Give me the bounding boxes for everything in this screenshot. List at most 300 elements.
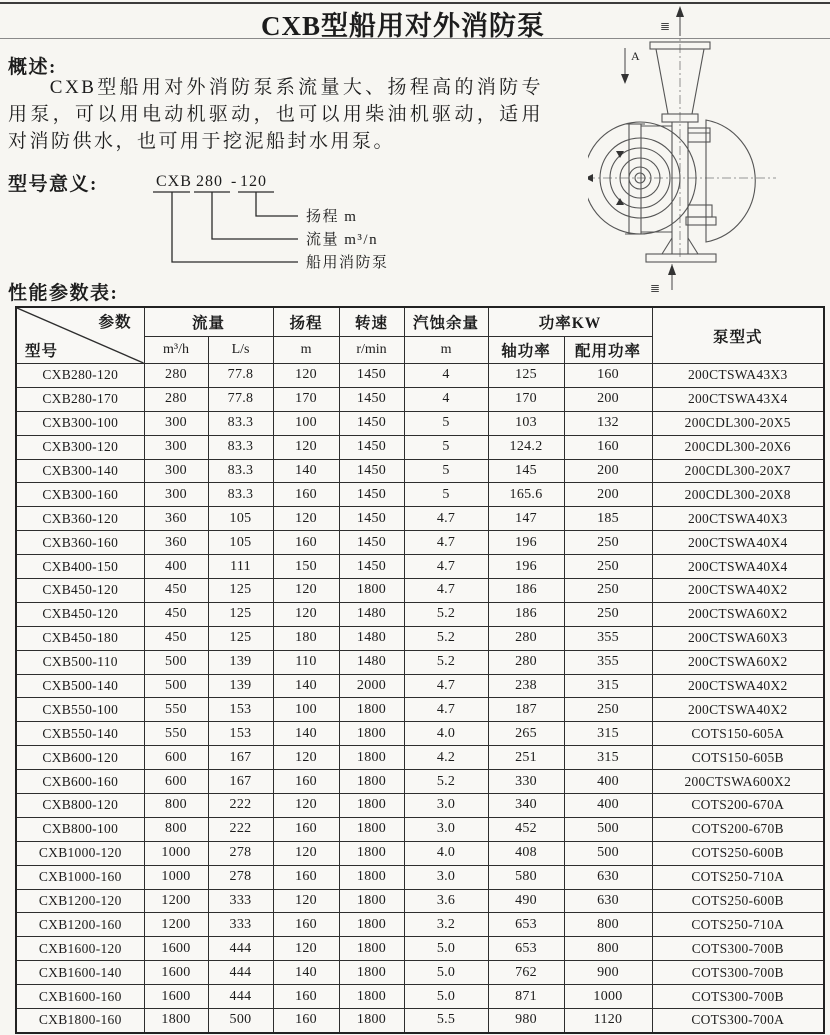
value-cell: 280 — [144, 364, 208, 388]
value-cell: 147 — [488, 507, 564, 531]
model-code-dash: - — [231, 173, 238, 190]
flow-unit-ls: L/s — [208, 337, 273, 364]
value-cell: 1120 — [564, 1009, 652, 1033]
value-cell: 160 — [273, 913, 339, 937]
value-cell: 278 — [208, 865, 273, 889]
value-cell: 160 — [273, 817, 339, 841]
value-cell: 450 — [144, 626, 208, 650]
table-row — [16, 650, 824, 674]
value-cell: 100 — [273, 698, 339, 722]
value-cell: 1450 — [339, 555, 404, 579]
value-cell: 1800 — [339, 794, 404, 818]
flow-arrow-bottom — [616, 198, 624, 205]
value-cell: 196 — [488, 531, 564, 555]
value-cell: 139 — [208, 650, 273, 674]
value-cell: 500 — [144, 650, 208, 674]
value-cell: 83.3 — [208, 411, 273, 435]
performance-table — [15, 306, 825, 1034]
value-cell: 400 — [564, 794, 652, 818]
pump-type-cell: 200CTSWA40X2 — [652, 579, 824, 603]
value-cell: 2000 — [339, 674, 404, 698]
table-row — [16, 507, 824, 531]
value-cell: 550 — [144, 698, 208, 722]
pump-type-cell: COTS150-605B — [652, 746, 824, 770]
model-cell: CXB600-120 — [16, 746, 144, 770]
value-cell: 140 — [273, 961, 339, 985]
model-cell: CXB300-140 — [16, 459, 144, 483]
model-cell: CXB450-180 — [16, 626, 144, 650]
model-cell: CXB450-120 — [16, 579, 144, 603]
value-cell: 3.0 — [404, 794, 488, 818]
value-cell: 125 — [208, 579, 273, 603]
top-port-mark: ≣ — [660, 19, 671, 33]
pump-type-cell: COTS250-710A — [652, 865, 824, 889]
table-row — [16, 985, 824, 1009]
value-cell: 4.7 — [404, 531, 488, 555]
value-cell: 1800 — [339, 746, 404, 770]
value-cell: 1800 — [339, 937, 404, 961]
model-cell: CXB300-160 — [16, 483, 144, 507]
value-cell: 330 — [488, 770, 564, 794]
value-cell: 1450 — [339, 435, 404, 459]
value-cell: 125 — [488, 364, 564, 388]
performance-table-heading: 性能参数表: — [8, 283, 119, 304]
table-row — [16, 889, 824, 913]
value-cell: 1800 — [144, 1009, 208, 1033]
model-cell: CXB1200-160 — [16, 913, 144, 937]
value-cell: 1800 — [339, 841, 404, 865]
value-cell: 300 — [144, 483, 208, 507]
value-cell: 1450 — [339, 459, 404, 483]
value-cell: 251 — [488, 746, 564, 770]
value-cell: 120 — [273, 937, 339, 961]
value-cell: 400 — [564, 770, 652, 794]
model-cell: CXB300-100 — [16, 411, 144, 435]
value-cell: 77.8 — [208, 364, 273, 388]
pump-type-cell: COTS250-600B — [652, 841, 824, 865]
pump-technical-drawing — [588, 2, 828, 294]
rated-power-header: 配用功率 — [564, 337, 652, 364]
value-cell: 150 — [273, 555, 339, 579]
value-cell: 1800 — [339, 913, 404, 937]
value-cell: 4.7 — [404, 507, 488, 531]
value-cell: 5.0 — [404, 985, 488, 1009]
value-cell: 280 — [488, 650, 564, 674]
value-cell: 200 — [564, 459, 652, 483]
pump-type-cell: COTS250-710A — [652, 913, 824, 937]
table-row — [16, 937, 824, 961]
value-cell: 250 — [564, 555, 652, 579]
value-cell: 160 — [273, 483, 339, 507]
value-cell: 600 — [144, 770, 208, 794]
value-cell: 83.3 — [208, 483, 273, 507]
value-cell: 4.7 — [404, 698, 488, 722]
table-row — [16, 364, 824, 388]
value-cell: 315 — [564, 746, 652, 770]
value-cell: 222 — [208, 794, 273, 818]
table-body — [16, 364, 824, 1033]
value-cell: 1800 — [339, 985, 404, 1009]
value-cell: 160 — [564, 364, 652, 388]
flow-header: 流量 — [144, 307, 273, 337]
value-cell: 238 — [488, 674, 564, 698]
value-cell: 500 — [564, 841, 652, 865]
value-cell: 222 — [208, 817, 273, 841]
pump-type-cell: COTS300-700B — [652, 985, 824, 1009]
value-cell: 333 — [208, 889, 273, 913]
value-cell: 5 — [404, 483, 488, 507]
pump-type-cell: 200CTSWA40X3 — [652, 507, 824, 531]
model-cell: CXB1600-140 — [16, 961, 144, 985]
value-cell: 250 — [564, 531, 652, 555]
value-cell: 170 — [273, 387, 339, 411]
value-cell: 580 — [488, 865, 564, 889]
value-cell: 4.7 — [404, 555, 488, 579]
pump-type-cell: 200CTSWA60X2 — [652, 650, 824, 674]
value-cell: 980 — [488, 1009, 564, 1033]
upper-port — [688, 128, 710, 142]
pump-type-cell: 200CDL300-20X7 — [652, 459, 824, 483]
model-cell: CXB400-150 — [16, 555, 144, 579]
model-cell: CXB1200-120 — [16, 889, 144, 913]
pump-type-cell: 200CDL300-20X8 — [652, 483, 824, 507]
table-row — [16, 746, 824, 770]
value-cell: 83.3 — [208, 459, 273, 483]
value-cell: 186 — [488, 602, 564, 626]
outlet-arrow-head — [676, 6, 684, 17]
value-cell: 120 — [273, 579, 339, 603]
corner-model-label: 型号 — [25, 343, 59, 360]
value-cell: 120 — [273, 889, 339, 913]
value-cell: 140 — [273, 459, 339, 483]
value-cell: 1200 — [144, 889, 208, 913]
value-cell: 600 — [144, 746, 208, 770]
pump-type-cell: 200CDL300-20X6 — [652, 435, 824, 459]
table-row — [16, 459, 824, 483]
table-row — [16, 483, 824, 507]
page-title: CXB型船用对外消防泵 — [260, 11, 545, 41]
pump-type-cell: COTS200-670B — [652, 817, 824, 841]
value-cell: 1600 — [144, 937, 208, 961]
table-row — [16, 674, 824, 698]
value-cell: 408 — [488, 841, 564, 865]
pump-type-cell: 200CTSWA60X3 — [652, 626, 824, 650]
value-cell: 77.8 — [208, 387, 273, 411]
value-cell: 140 — [273, 722, 339, 746]
pump-type-cell: COTS150-605A — [652, 722, 824, 746]
table-row — [16, 626, 824, 650]
value-cell: 800 — [144, 817, 208, 841]
value-cell: 1800 — [339, 961, 404, 985]
value-cell: 3.0 — [404, 865, 488, 889]
value-cell: 167 — [208, 746, 273, 770]
value-cell: 500 — [144, 674, 208, 698]
value-cell: 125 — [208, 602, 273, 626]
table-row — [16, 865, 824, 889]
value-cell: 120 — [273, 364, 339, 388]
model-cell: CXB280-170 — [16, 387, 144, 411]
table-row — [16, 555, 824, 579]
value-cell: 187 — [488, 698, 564, 722]
value-cell: 250 — [564, 602, 652, 626]
table-row — [16, 913, 824, 937]
value-cell: 196 — [488, 555, 564, 579]
label-flow: 流量 m³/n — [306, 232, 379, 248]
value-cell: 450 — [144, 579, 208, 603]
value-cell: 444 — [208, 985, 273, 1009]
value-cell: 250 — [564, 579, 652, 603]
value-cell: 900 — [564, 961, 652, 985]
value-cell: 444 — [208, 937, 273, 961]
value-cell: 630 — [564, 889, 652, 913]
pump-type-cell: COTS250-600B — [652, 889, 824, 913]
value-cell: 871 — [488, 985, 564, 1009]
value-cell: 1800 — [339, 722, 404, 746]
model-cell: CXB1000-160 — [16, 865, 144, 889]
model-cell: CXB1000-120 — [16, 841, 144, 865]
corner-header-cell — [16, 307, 144, 364]
table-row — [16, 794, 824, 818]
value-cell: 4.0 — [404, 722, 488, 746]
value-cell: 1800 — [339, 698, 404, 722]
value-cell: 4.7 — [404, 674, 488, 698]
value-cell: 500 — [208, 1009, 273, 1033]
model-cell: CXB1800-160 — [16, 1009, 144, 1033]
value-cell: 800 — [144, 794, 208, 818]
table-row — [16, 841, 824, 865]
table-row — [16, 722, 824, 746]
model-cell: CXB550-100 — [16, 698, 144, 722]
table-row — [16, 1009, 824, 1033]
model-cell: CXB300-120 — [16, 435, 144, 459]
value-cell: 153 — [208, 722, 273, 746]
value-cell: 160 — [564, 435, 652, 459]
value-cell: 160 — [273, 531, 339, 555]
value-cell: 340 — [488, 794, 564, 818]
value-cell: 1800 — [339, 865, 404, 889]
value-cell: 160 — [273, 865, 339, 889]
table-row — [16, 435, 824, 459]
model-cell: CXB450-120 — [16, 602, 144, 626]
model-cell: CXB1600-120 — [16, 937, 144, 961]
corner-param-label: 参数 — [98, 314, 132, 331]
value-cell: 333 — [208, 913, 273, 937]
value-cell: 125 — [208, 626, 273, 650]
value-cell: 1600 — [144, 985, 208, 1009]
table-row — [16, 579, 824, 603]
value-cell: 120 — [273, 841, 339, 865]
value-cell: 1800 — [339, 579, 404, 603]
model-cell: CXB280-120 — [16, 364, 144, 388]
flow-arrow-top — [616, 151, 624, 158]
value-cell: 400 — [144, 555, 208, 579]
npsh-unit: m — [404, 337, 488, 364]
value-cell: 160 — [273, 985, 339, 1009]
pump-type-cell: 200CTSWA60X2 — [652, 602, 824, 626]
value-cell: 1480 — [339, 626, 404, 650]
value-cell: 5.2 — [404, 602, 488, 626]
model-cell: CXB1600-160 — [16, 985, 144, 1009]
pump-type-cell: 200CTSWA40X4 — [652, 531, 824, 555]
value-cell: 120 — [273, 435, 339, 459]
section-a-label: A — [631, 49, 640, 63]
value-cell: 4.2 — [404, 746, 488, 770]
table-row — [16, 531, 824, 555]
model-code-flow: 280 — [196, 173, 223, 190]
value-cell: 5.2 — [404, 626, 488, 650]
value-cell: 360 — [144, 507, 208, 531]
value-cell: 5 — [404, 411, 488, 435]
pump-type-cell: 200CTSWA43X3 — [652, 364, 824, 388]
value-cell: 762 — [488, 961, 564, 985]
value-cell: 120 — [273, 746, 339, 770]
model-cell: CXB360-160 — [16, 531, 144, 555]
table-row — [16, 961, 824, 985]
value-cell: 1450 — [339, 507, 404, 531]
model-cell: CXB800-120 — [16, 794, 144, 818]
pump-type-cell: 200CTSWA40X4 — [652, 555, 824, 579]
label-head: 扬程 m — [306, 209, 358, 225]
model-code-head: 120 — [240, 173, 267, 190]
value-cell: 1800 — [339, 889, 404, 913]
model-code-prefix: CXB — [156, 173, 192, 190]
pump-type-header: 泵型式 — [652, 307, 824, 364]
value-cell: 83.3 — [208, 435, 273, 459]
value-cell: 1800 — [339, 1009, 404, 1033]
value-cell: 5 — [404, 435, 488, 459]
hatched-dome — [706, 120, 755, 242]
value-cell: 186 — [488, 579, 564, 603]
value-cell: 300 — [144, 459, 208, 483]
value-cell: 630 — [564, 865, 652, 889]
value-cell: 153 — [208, 698, 273, 722]
value-cell: 103 — [488, 411, 564, 435]
pump-type-cell: 200CTSWA40X2 — [652, 698, 824, 722]
value-cell: 5 — [404, 459, 488, 483]
model-cell: CXB360-120 — [16, 507, 144, 531]
value-cell: 140 — [273, 674, 339, 698]
value-cell: 265 — [488, 722, 564, 746]
value-cell: 4.7 — [404, 579, 488, 603]
value-cell: 5.2 — [404, 650, 488, 674]
value-cell: 1480 — [339, 650, 404, 674]
value-cell: 355 — [564, 626, 652, 650]
value-cell: 110 — [273, 650, 339, 674]
model-cell: CXB500-110 — [16, 650, 144, 674]
value-cell: 165.6 — [488, 483, 564, 507]
pump-type-cell: COTS300-700B — [652, 937, 824, 961]
value-cell: 167 — [208, 770, 273, 794]
value-cell: 185 — [564, 507, 652, 531]
value-cell: 315 — [564, 674, 652, 698]
flow-unit-m3h: m³/h — [144, 337, 208, 364]
value-cell: 452 — [488, 817, 564, 841]
overview-paragraph: CXB型船用对外消防泵系流量大、扬程高的消防专用泵，可以用电动机驱动，也可以用柴油机驱动，适用对消防供水，也可用于挖泥船封水用泵。 — [8, 77, 543, 152]
pump-type-cell: 200CDL300-20X5 — [652, 411, 824, 435]
value-cell: 444 — [208, 961, 273, 985]
bottom-flange — [646, 254, 716, 262]
value-cell: 250 — [564, 698, 652, 722]
table-row — [16, 698, 824, 722]
value-cell: 120 — [273, 794, 339, 818]
model-meaning-heading: 型号意义: — [8, 174, 98, 195]
power-header: 功率KW — [488, 307, 652, 337]
value-cell: 280 — [144, 387, 208, 411]
value-cell: 280 — [488, 626, 564, 650]
value-cell: 4.0 — [404, 841, 488, 865]
value-cell: 1000 — [564, 985, 652, 1009]
value-cell: 800 — [564, 913, 652, 937]
value-cell: 105 — [208, 507, 273, 531]
value-cell: 1450 — [339, 411, 404, 435]
connector-head — [256, 192, 298, 216]
table-row — [16, 387, 824, 411]
value-cell: 300 — [144, 411, 208, 435]
value-cell: 200 — [564, 483, 652, 507]
label-pump-name: 船用消防泵 — [306, 255, 389, 271]
value-cell: 1450 — [339, 364, 404, 388]
value-cell: 450 — [144, 602, 208, 626]
section-a-arrow-head — [621, 74, 629, 84]
value-cell: 139 — [208, 674, 273, 698]
model-cell: CXB550-140 — [16, 722, 144, 746]
pump-type-cell: COTS300-700B — [652, 961, 824, 985]
table-row — [16, 817, 824, 841]
model-cell: CXB800-100 — [16, 817, 144, 841]
value-cell: 3.6 — [404, 889, 488, 913]
npsh-header: 汽蚀余量 — [404, 307, 488, 337]
value-cell: 278 — [208, 841, 273, 865]
table-row — [16, 602, 824, 626]
pump-type-cell: 200CTSWA600X2 — [652, 770, 824, 794]
value-cell: 653 — [488, 937, 564, 961]
value-cell: 800 — [564, 937, 652, 961]
value-cell: 111 — [208, 555, 273, 579]
value-cell: 1800 — [339, 817, 404, 841]
value-cell: 1600 — [144, 961, 208, 985]
value-cell: 4 — [404, 364, 488, 388]
value-cell: 1450 — [339, 483, 404, 507]
value-cell: 200 — [564, 387, 652, 411]
value-cell: 160 — [273, 770, 339, 794]
value-cell: 355 — [564, 650, 652, 674]
value-cell: 132 — [564, 411, 652, 435]
bottom-port-mark: ≣ — [650, 281, 661, 294]
shaft-power-header: 轴功率 — [488, 337, 564, 364]
value-cell: 1450 — [339, 531, 404, 555]
connector-prefix — [172, 192, 298, 262]
value-cell: 1800 — [339, 770, 404, 794]
value-cell: 100 — [273, 411, 339, 435]
value-cell: 105 — [208, 531, 273, 555]
speed-header: 转速 — [339, 307, 404, 337]
value-cell: 5.5 — [404, 1009, 488, 1033]
value-cell: 145 — [488, 459, 564, 483]
value-cell: 1200 — [144, 913, 208, 937]
overview-heading: 概述: — [8, 57, 57, 78]
value-cell: 5.0 — [404, 937, 488, 961]
value-cell: 5.2 — [404, 770, 488, 794]
value-cell: 1000 — [144, 841, 208, 865]
value-cell: 500 — [564, 817, 652, 841]
value-cell: 653 — [488, 913, 564, 937]
table-row — [16, 770, 824, 794]
lower-port — [688, 205, 712, 217]
speed-unit: r/min — [339, 337, 404, 364]
model-code-diagram — [148, 168, 448, 280]
pump-type-cell: COTS200-670A — [652, 794, 824, 818]
model-cell: CXB500-140 — [16, 674, 144, 698]
